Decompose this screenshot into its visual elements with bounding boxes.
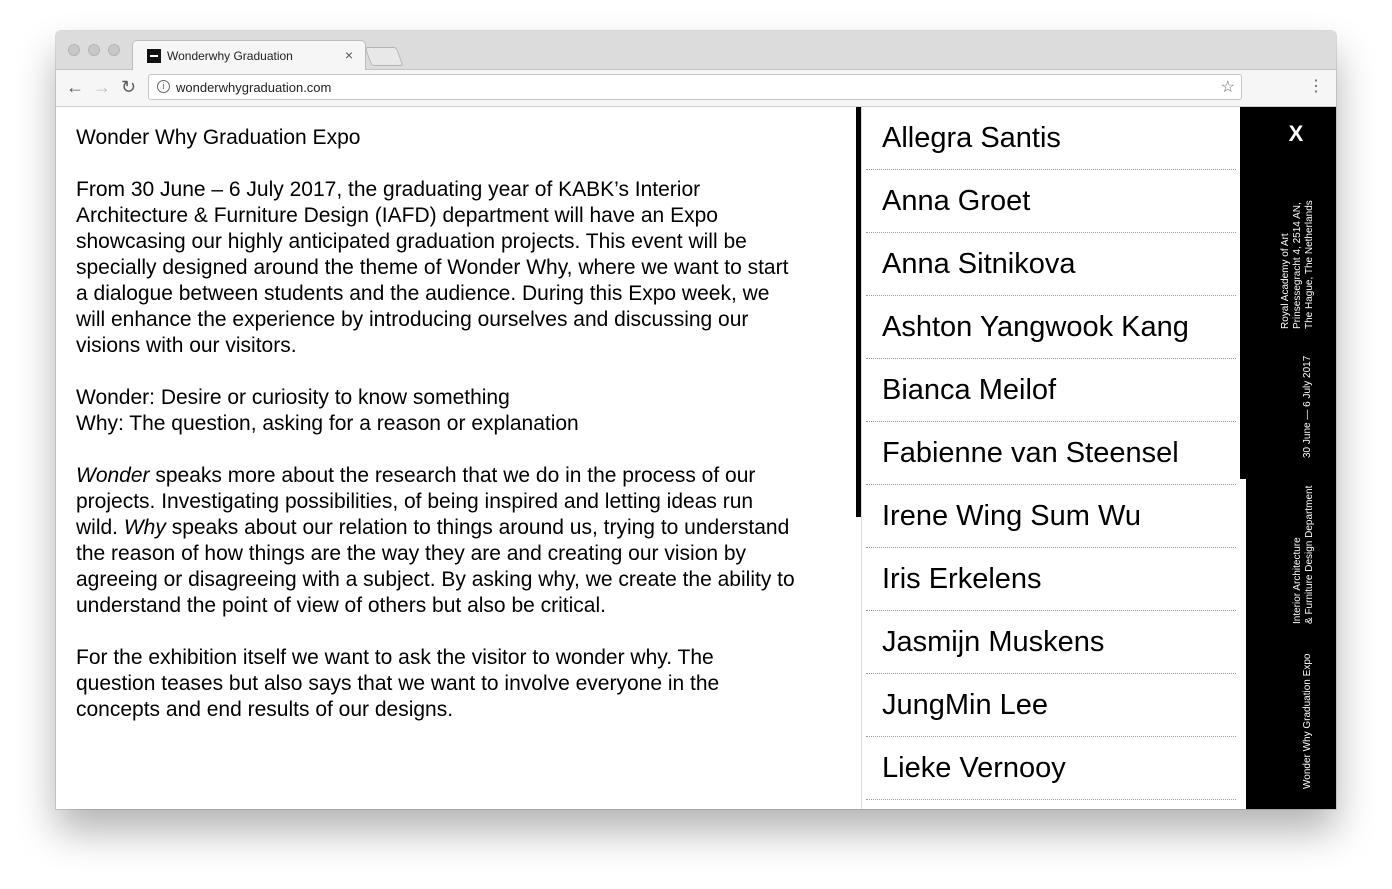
expo-dates: 30 June — 6 July 2017 — [1302, 355, 1313, 458]
intro-paragraph: From 30 June – 6 July 2017, the graduating year of KABK’s Interior Architecture & Furniture Design (IAFD) department will have an Expo showcasing our highly anticipated graduation projects. This event will be specially designed around the theme of Wonder Why, where we want to start a dialogue between students and the audience. During this Expo week, we will enhance the experience by introducing ourselves and discussing our visions with our visitors. — [76, 178, 789, 357]
student-link[interactable]: Irene Wing Sum Wu — [866, 485, 1236, 548]
department-line: & Furniture Design Department — [1304, 485, 1315, 624]
student-link[interactable]: JungMin Lee — [866, 674, 1236, 737]
info-icon[interactable]: i — [157, 80, 170, 93]
student-link[interactable]: Allegra Santis — [866, 107, 1236, 170]
emphasis-why: Why — [123, 516, 166, 539]
close-window-button[interactable] — [68, 44, 80, 56]
url-text[interactable]: wonderwhygraduation.com — [176, 80, 332, 95]
page-title: Wonder Why Graduation Expo — [76, 126, 361, 149]
student-list — [866, 107, 1236, 800]
student-link[interactable]: Fabienne van Steensel — [866, 422, 1236, 485]
browser-window — [56, 31, 1336, 809]
favicon-icon — [147, 49, 161, 63]
active-tab[interactable] — [132, 40, 366, 71]
address-block — [1280, 200, 1316, 329]
department-block — [1292, 486, 1316, 624]
browser-toolbar — [56, 70, 1336, 107]
address-line: The Hague, The Netherlands — [1304, 200, 1315, 329]
tab-title: Wonderwhy Graduation — [167, 49, 293, 63]
exhibition-paragraph: For the exhibition itself we want to ask the visitor to wonder why. The question teases but also says that we want to involve everyone in the concepts and end results of our designs. — [76, 646, 720, 721]
student-link[interactable]: Bianca Meilof — [866, 359, 1236, 422]
expo-name: Wonder Why Graduation Expo — [1302, 653, 1313, 789]
definitions — [76, 385, 796, 437]
forward-arrow-icon[interactable]: → — [93, 77, 111, 97]
bookmark-star-icon[interactable]: ☆ — [1220, 79, 1235, 96]
student-link[interactable]: Ashton Yangwook Kang — [866, 296, 1236, 359]
address-bar[interactable] — [148, 74, 1242, 100]
info-sidebar — [1246, 107, 1336, 809]
maximize-window-button[interactable] — [108, 44, 120, 56]
minimize-window-button[interactable] — [88, 44, 100, 56]
wonder-why-paragraph — [76, 463, 796, 619]
student-link[interactable]: Anna Sitnikova — [866, 233, 1236, 296]
close-tab-icon[interactable]: × — [344, 47, 353, 63]
close-icon[interactable]: X — [1288, 121, 1304, 146]
student-link[interactable]: Lieke Vernooy — [866, 737, 1236, 800]
student-link[interactable]: Iris Erkelens — [866, 548, 1236, 611]
reload-icon[interactable]: ↻ — [121, 77, 137, 97]
student-link[interactable]: Anna Groet — [866, 170, 1236, 233]
address-line: Prinsessegracht 4, 2514 AN, — [1292, 202, 1303, 329]
paragraph-text: speaks more about the research that we do in the process of our projects. Investigating possibilities, of being inspired and letting ideas run wild. — [76, 464, 756, 539]
back-arrow-icon[interactable]: ← — [66, 77, 84, 97]
paragraph-text: speaks about our relation to things around us, trying to understand the reason of how things are the way they are and creating our vision by agreeing or disagreeing with a subject. By asking why, we create the ability to understand the point of view of others but also be critical. — [76, 516, 795, 617]
definition-why: Why: The question, asking for a reason or explanation — [76, 412, 579, 435]
page-viewport — [56, 107, 1336, 809]
department-line: Interior Architecture — [1292, 537, 1303, 624]
tab-strip — [56, 31, 1336, 70]
address-line: Royal Academy of Art — [1280, 233, 1291, 329]
browser-menu-icon[interactable]: ⋮ — [1308, 78, 1324, 95]
divider — [861, 107, 862, 809]
article — [76, 125, 796, 749]
emphasis-wonder: Wonder — [76, 464, 150, 487]
student-link[interactable]: Jasmijn Muskens — [866, 611, 1236, 674]
new-tab-button[interactable] — [365, 47, 404, 66]
definition-wonder: Wonder: Desire or curiosity to know something — [76, 386, 510, 409]
